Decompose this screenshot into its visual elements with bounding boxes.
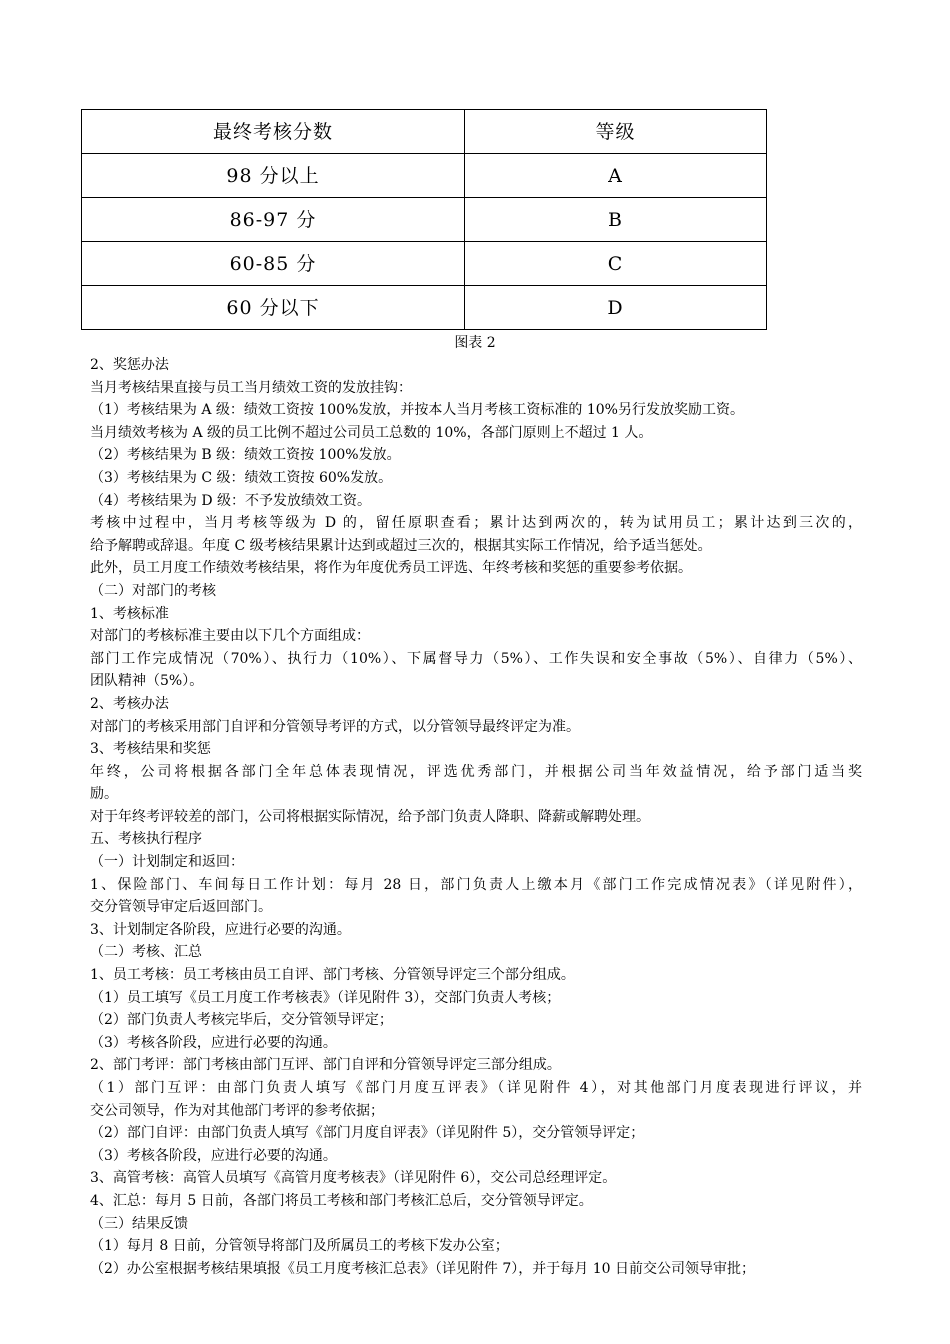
grade-cell: C	[465, 242, 767, 286]
text-line: 励。	[90, 786, 118, 803]
text-line: 部门工作完成情况（70%）、执行力（10%）、下属督导力（5%）、工作失误和安全事故（5%）、自律力（5%）、	[90, 650, 862, 667]
text-line: （1）员工填写《员工月度工作考核表》（详见附件 3），交部门负责人考核；	[90, 989, 561, 1006]
document-body	[90, 354, 862, 1280]
grade-cell: B	[465, 198, 767, 242]
table-row	[82, 286, 767, 330]
score-cell: 60 分以下	[82, 286, 465, 330]
text-line: 团队精神（5%）。	[90, 673, 204, 690]
text-line: （1）部门互评：由部门负责人填写《部门月度互评表》（详见附件 4），对其他部门月度表现进行评议，并	[90, 1080, 862, 1096]
text-line: 2、部门考评：部门考核由部门互评、部门自评和分管领导评定三部分组成。	[90, 1057, 561, 1074]
figure-caption: 图表 2	[454, 335, 496, 351]
text-line: 交分管领导审定后返回部门。	[90, 899, 272, 916]
text-line: （二）对部门的考核	[90, 582, 216, 599]
score-cell: 60-85 分	[82, 242, 465, 286]
table-header-row	[82, 110, 767, 154]
text-line: （三）结果反馈	[90, 1215, 188, 1232]
grade-cell: D	[465, 286, 767, 330]
header-score: 最终考核分数	[82, 110, 465, 154]
text-line: （1）考核结果为 A 级：绩效工资按 100%发放，并按本人当月考核工资标准的 10%另行发放奖励工资。	[90, 402, 744, 419]
text-line: 1、考核标准	[90, 605, 169, 622]
text-line: 年终，公司将根据各部门全年总体表现情况，评选优秀部门，并根据公司当年效益情况，给予部门适当奖	[90, 763, 862, 780]
text-line: 此外，员工月度工作绩效考核结果，将作为年度优秀员工评选、年终考核和奖惩的重要参考依据。	[90, 560, 692, 577]
text-line: 2、考核办法	[90, 695, 169, 712]
text-line: 对于年终考评较差的部门，公司将根据实际情况，给予部门负责人降职、降薪或解聘处理。	[90, 808, 650, 825]
text-line: 3、高管考核：高管人员填写《高管月度考核表》（详见附件 6），交公司总经理评定。	[90, 1170, 617, 1187]
text-line: （2）办公室根据考核结果填报《员工月度考核汇总表》（详见附件 7），并于每月 10 日前交公司领导审批；	[90, 1260, 755, 1277]
text-line: （二）考核、汇总	[90, 944, 202, 961]
text-line: （3）考核各阶段，应进行必要的沟通。	[90, 1034, 337, 1051]
text-line: 3、考核结果和奖惩	[90, 741, 211, 758]
text-line: 当月绩效考核为 A 级的员工比例不超过公司员工总数的 10%，各部门原则上不超过 1 人。	[90, 424, 653, 441]
text-line: 给予解聘或辞退。年度 C 级考核结果累计达到或超过三次的，根据其实际工作情况，给予适当惩处。	[90, 537, 712, 554]
table-row	[82, 154, 767, 198]
text-line: （3）考核各阶段，应进行必要的沟通。	[90, 1147, 337, 1164]
text-line: 当月考核结果直接与员工当月绩效工资的发放挂钩：	[90, 379, 412, 396]
text-line: （2）考核结果为 B 级：绩效工资按 100%发放。	[90, 447, 401, 464]
score-cell: 98 分以上	[82, 154, 465, 198]
text-line: （3）考核结果为 C 级：绩效工资按 60%发放。	[90, 469, 393, 486]
text-line: 对部门的考核采用部门自评和分管领导考评的方式，以分管领导最终评定为准。	[90, 718, 580, 735]
text-line: （1）每月 8 日前，分管领导将部门及所属员工的考核下发办公室；	[90, 1238, 509, 1255]
score-cell: 86-97 分	[82, 198, 465, 242]
text-line: （2）部门负责人考核完毕后，交分管领导评定；	[90, 1012, 393, 1029]
text-line: 五、考核执行程序	[90, 831, 202, 848]
text-line: 4、汇总：每月 5 日前，各部门将员工考核和部门考核汇总后，交分管领导评定。	[90, 1192, 593, 1209]
text-line: 交公司领导，作为对其他部门考评的参考依据；	[90, 1102, 384, 1119]
text-line: （2）部门自评：由部门负责人填写《部门月度自评表》（详见附件 5），交分管领导评定；	[90, 1125, 645, 1142]
text-line: 1、员工考核：员工考核由员工自评、部门考核、分管领导评定三个部分组成。	[90, 967, 575, 984]
header-grade: 等级	[465, 110, 767, 154]
table-row	[82, 242, 767, 286]
text-line: 1、保险部门、车间每日工作计划：每月 28 日，部门负责人上缴本月《部门工作完成情况表》（详见附件），	[90, 876, 862, 893]
table-row	[82, 198, 767, 242]
grade-cell: A	[465, 154, 767, 198]
text-line: （一）计划制定和返回：	[90, 854, 244, 871]
text-line: 对部门的考核标准主要由以下几个方面组成：	[90, 628, 370, 645]
text-line: 3、计划制定各阶段，应进行必要的沟通。	[90, 921, 351, 938]
grade-table	[81, 109, 767, 330]
text-line: 考核中过程中，当月考核等级为 D 的，留任原职查看；累计达到两次的，转为试用员工；累计达到三次的，	[90, 515, 862, 532]
text-line: （4）考核结果为 D 级：不予发放绩效工资。	[90, 492, 372, 509]
text-line: 2、奖惩办法	[90, 357, 169, 373]
